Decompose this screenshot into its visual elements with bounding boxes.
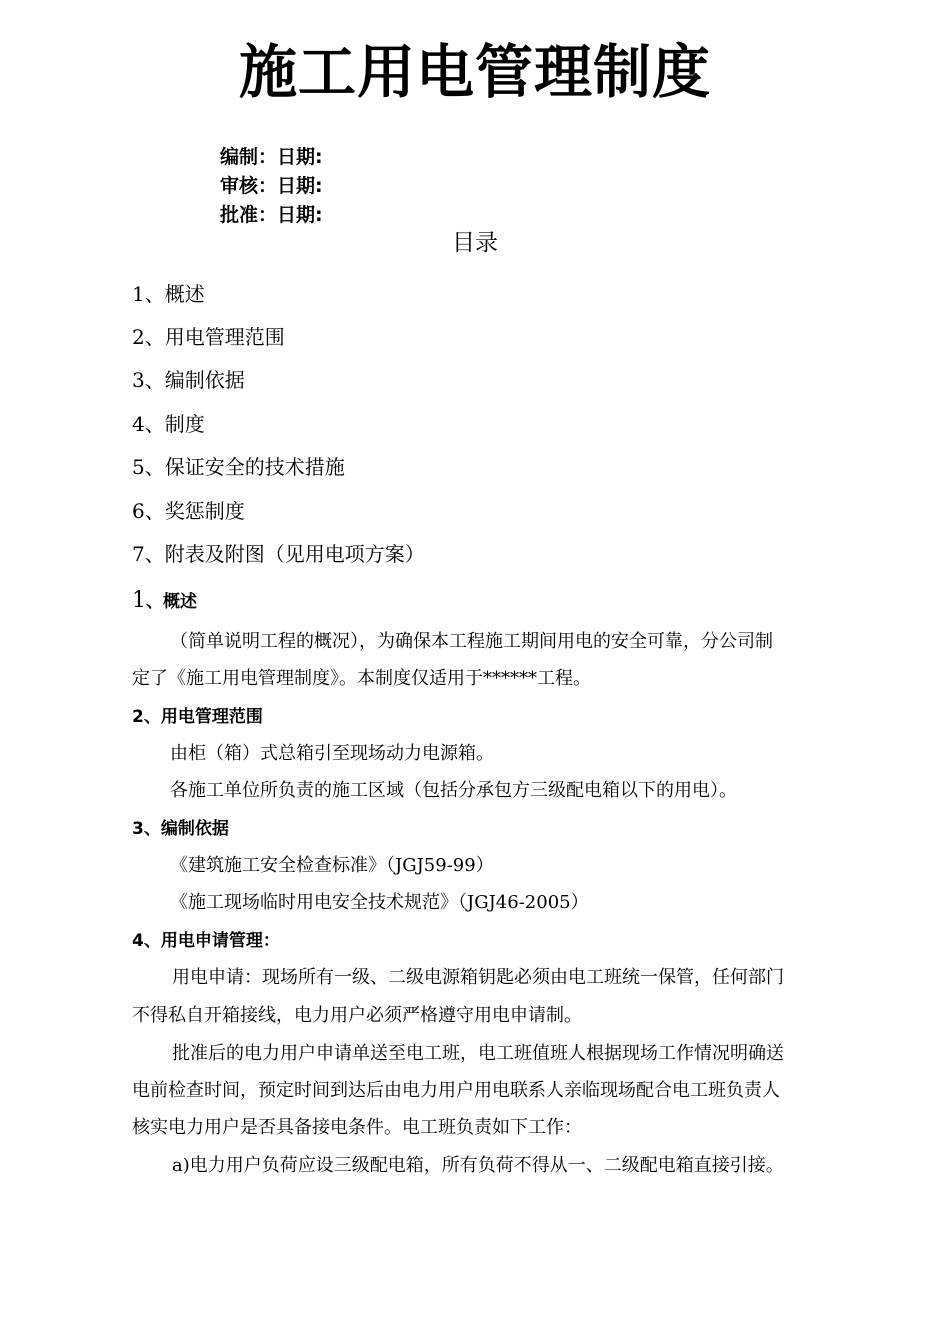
paragraph-line: 核实电力用户是否具备接电条件。电工班负责如下工作：: [132, 1117, 582, 1138]
toc-item: 5、保证安全的技术措施: [132, 455, 345, 479]
reference-line: 《建筑施工安全检查标准》（JGJ59-99）: [170, 855, 494, 876]
paragraph-line: 不得私自开箱接线，电力用户必须严格遵守用电申请制。: [132, 1005, 582, 1026]
signoff-approve: 批准：日期:: [220, 204, 323, 226]
section-1-label: 、概述: [146, 592, 197, 612]
section-1-number: 1: [132, 588, 146, 613]
toc-item: 1、概述: [132, 282, 205, 306]
toc-item: 2、用电管理范围: [132, 325, 285, 349]
toc-item: 6、奖惩制度: [132, 499, 245, 523]
reference-line: 《施工现场临时用电安全技术规范》（JGJ46-2005）: [170, 892, 589, 913]
section-2-heading: 2、用电管理范围: [132, 707, 263, 727]
section-1-heading: [132, 586, 197, 617]
paragraph-line: 定了《施工用电管理制度》。本制度仅适用于******工程。: [132, 668, 591, 689]
section-3-heading: 3、编制依据: [132, 819, 229, 839]
toc-item: 3、编制依据: [132, 368, 245, 392]
document-title: 施工用电管理制度: [238, 38, 711, 106]
paragraph-line: 由柜（箱）式总箱引至现场动力电源箱。: [170, 743, 494, 764]
paragraph-line: 各施工单位所负责的施工区域（包括分承包方三级配电箱以下的用电）。: [170, 780, 737, 801]
section-4-heading: 4、用电申请管理：: [132, 931, 280, 951]
toc-item: 4、制度: [132, 412, 205, 436]
toc-item: 7、附表及附图（见用电项方案）: [132, 542, 425, 566]
paragraph-line: （简单说明工程的概况），为确保本工程施工期间用电的安全可靠，分公司制: [170, 631, 773, 652]
signoff-compile: 编制：日期:: [220, 146, 323, 168]
paragraph-line: 批准后的电力用户申请单送至电工班，电工班值班人根据现场工作情况明确送: [172, 1043, 784, 1064]
toc-heading: 目录: [452, 230, 498, 256]
paragraph-line: a)电力用户负荷应设三级配电箱，所有负荷不得从一、二级配电箱直接引接。: [172, 1155, 784, 1176]
paragraph-line: 电前检查时间，预定时间到达后由电力用户用电联系人亲临现场配合电工班负责人: [132, 1080, 780, 1101]
signoff-review: 审核：日期:: [220, 175, 323, 197]
paragraph-line: 用电申请：现场所有一级、二级电源箱钥匙必须由电工班统一保管，任何部门: [172, 967, 784, 988]
